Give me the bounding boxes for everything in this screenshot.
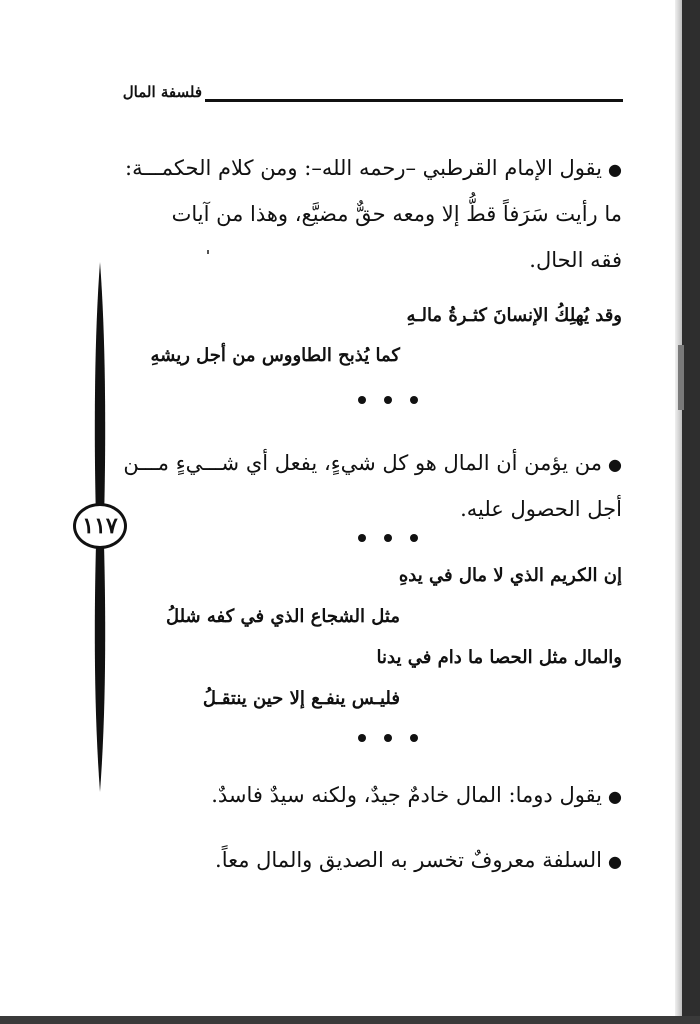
scrollbar-thumb[interactable] [678,345,684,410]
paragraph-text: أجل الحصول عليه. [460,497,622,521]
quote-text: يقول دوما: المال خادمٌ جيدٌ، ولكنه سيدٌ فاسدٌ. [211,783,603,807]
paragraph-2-line-2 [460,486,622,532]
paragraph-text: يقول الإمام القرطبي –رحمه الله–: ومن كلام الحكمـــة: [125,156,603,180]
separator-dot [384,534,392,542]
verse-2-line-1: إن الكريم الذي لا مال في يدهِ [398,565,622,586]
bullet-icon: ● [608,455,622,474]
section-separator-2 [358,534,418,542]
paragraph-text: ما رأيت سَرَفاً قطُّ إلا ومعه حقٌّ مضيَّع، وهذا من آيات [171,202,622,226]
section-separator-3 [358,734,418,742]
paragraph-text: من يؤمن أن المال هو كل شيءٍ، يفعل أي شـــيءٍ مـــن [123,451,603,475]
bullet-icon: ● [608,852,622,871]
page-binding-shadow [675,0,682,1024]
paragraph-1-line-1 [125,145,622,193]
page-binding-edge [682,0,700,1024]
bullet-icon: ● [608,787,622,806]
paragraph-2-line-1 [123,440,622,488]
paragraph-1-line-2 [172,191,622,237]
separator-dot [410,734,418,742]
separator-dot [358,734,366,742]
verse-2-line-3: والمال مثل الحصا ما دام في يدنا [376,647,622,668]
header-rule [205,99,623,102]
section-separator-1 [358,396,418,404]
verse-1-line-2: كما يُذبح الطاووس من أجل ريشهِ [150,345,400,366]
bullet-icon: ● [608,160,622,179]
separator-dot [358,396,366,404]
paragraph-1-line-3 [529,237,622,283]
separator-dot [358,534,366,542]
verse-2-line-4: فليـس ينفـع إلا حين ينتقـلُ [202,688,400,709]
paragraph-text: فقه الحال. [529,248,622,272]
page-number: ١١٧ [82,513,118,539]
quote-1 [211,772,622,820]
separator-dot [384,396,392,404]
page-number-badge [73,503,127,549]
verse-2-line-2: مثل الشجاع الذي في كفه شللُ [165,606,400,627]
separator-dot [410,396,418,404]
verse-1-line-1: وقد يُهلِكُ الإنسانَ كثـرةُ مالـهِ [406,305,622,326]
quote-2 [215,837,622,885]
page-bottom-edge [0,1016,700,1024]
separator-dot [410,534,418,542]
separator-dot [384,734,392,742]
running-header-title: فلسفة المال [122,83,202,101]
quote-text: السلفة معروفٌ تخسر به الصديق والمال معاً. [215,848,603,872]
stray-mark [207,250,209,254]
